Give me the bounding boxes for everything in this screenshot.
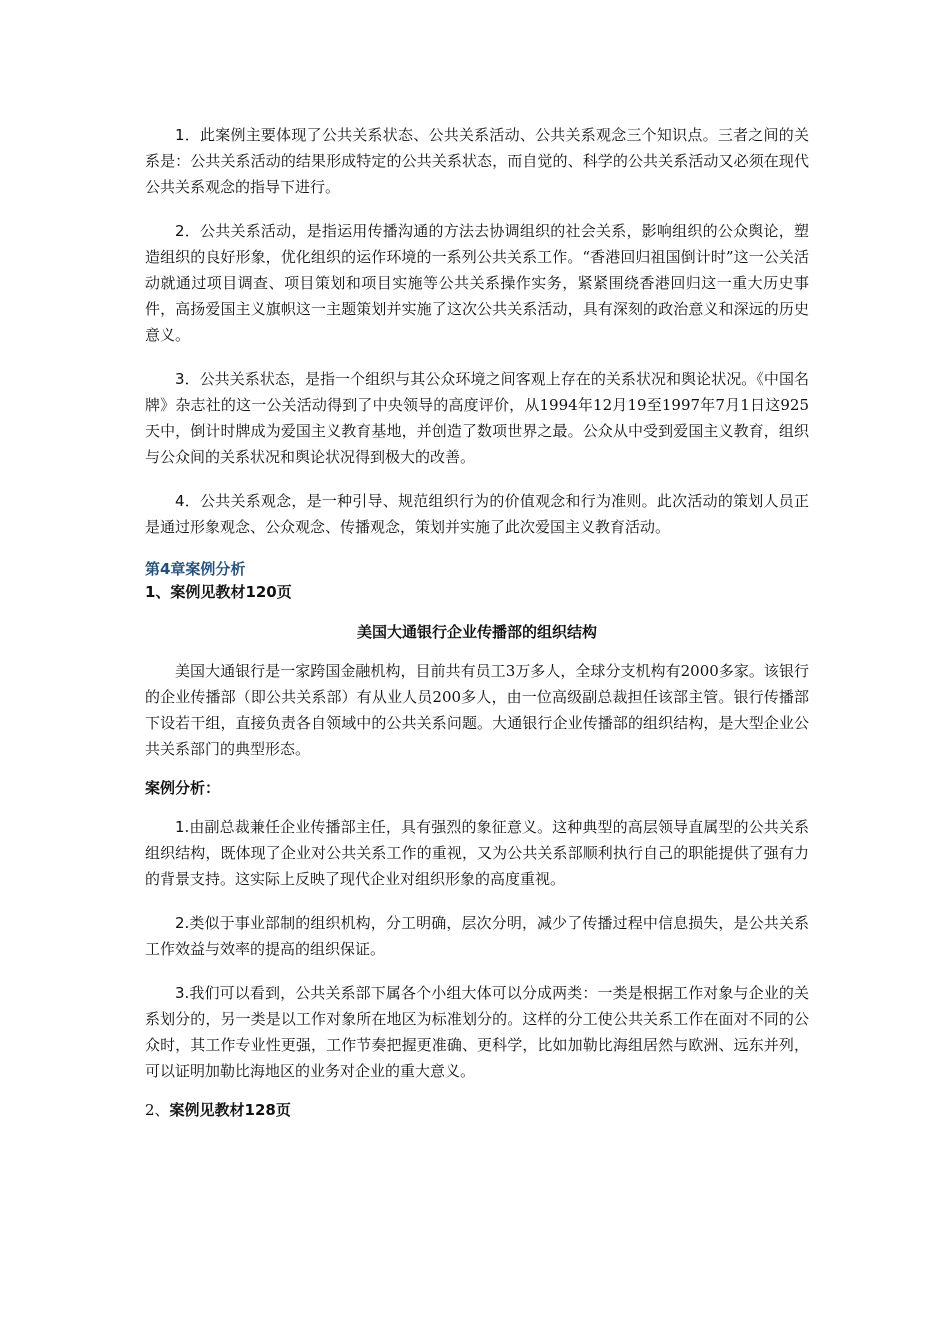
point-3-text: ．公共关系状态，是指一个组织与其公众环境之间客观上存在的关系状况和舆论状况。《中国名牌》杂志社的这一公关活动得到了中央领导的高度评价，从1994年12月19至1997年7月1日这925天中，倒计时牌成为爱国主义教育基地，并创造了数项世界之最。公众从中受到爱国主义教育，组织与公众间的关系状况和舆论状况得到极大的改善。 xyxy=(145,370,809,466)
point-4-number: 4 xyxy=(175,492,185,510)
analysis-label: 案例分析： xyxy=(145,779,221,797)
analysis-3-number: 3 xyxy=(175,984,185,1002)
point-2-paragraph xyxy=(145,218,809,348)
case-title: 美国大通银行企业传播部的组织结构 xyxy=(356,623,597,641)
point-3-paragraph xyxy=(145,366,809,470)
point-1-text: ．此案例主要体现了公共关系状态、公共关系活动、公共关系观念三个知识点。三者之间的关系是：公共关系活动的结果形成特定的公共关系状态，而自觉的、科学的公共关系活动又必须在现代公共关系观念的指导下进行。 xyxy=(145,126,809,196)
case-2-heading xyxy=(145,1098,809,1122)
point-2-text: ．公共关系活动，是指运用传播沟通的方法去协调组织的社会关系，影响组织的公众舆论，塑造组织的良好形象，优化组织的运作环境的一系列公共关系工作。“香港回归祖国倒计时”这一公关活动就通过项目调查、项目策划和项目实施等公共关系操作实务，紧紧围绕香港回归这一重大历史事件，高扬爱国主义旗帜这一主题策划并实施了这次公共关系活动，具有深刻的政治意义和深远的历史意义。 xyxy=(145,222,809,344)
analysis-3-paragraph xyxy=(145,980,809,1084)
point-4-paragraph xyxy=(145,488,809,540)
point-2-number: 2 xyxy=(175,222,185,240)
case-2-prefix: 2、 xyxy=(145,1101,170,1119)
analysis-1-number: 1 xyxy=(175,818,185,836)
point-4-text: ．公共关系观念，是一种引导、规范组织行为的价值观念和行为准则。此次活动的策划人员正是通过形象观念、公众观念、传播观念，策划并实施了此次爱国主义教育活动。 xyxy=(145,492,809,536)
chapter-heading: 第4章案例分析 xyxy=(145,560,246,578)
point-1-paragraph xyxy=(145,122,809,200)
analysis-2-number: 2 xyxy=(175,914,185,932)
case-2-reference: 案例见教材128页 xyxy=(169,1101,291,1119)
analysis-1-paragraph xyxy=(145,814,809,892)
case-1-heading: 1、案例见教材120页 xyxy=(145,583,292,601)
analysis-2-paragraph xyxy=(145,910,809,962)
analysis-1-text: .由副总裁兼任企业传播部主任，具有强烈的象征意义。这种典型的高层领导直属型的公共关系组织结构，既体现了企业对公共关系工作的重视，又为公共关系部顺利执行自己的职能提供了强有力的背景支持。这实际上反映了现代企业对组织形象的高度重视。 xyxy=(145,818,809,888)
case-body-paragraph: 美国大通银行是一家跨国金融机构，目前共有员工3万多人，全球分支机构有2000多家。该银行的企业传播部（即公共关系部）有从业人员200多人，由一位高级副总裁担任该部主管。银行传播部下设若干组，直接负责各自领域中的公共关系问题。大通银行企业传播部的组织结构，是大型企业公共关系部门的典型形态。 xyxy=(145,662,809,758)
document-body xyxy=(145,122,809,1122)
point-3-number: 3 xyxy=(175,370,185,388)
analysis-3-text: .我们可以看到，公共关系部下属各个小组大体可以分成两类：一类是根据工作对象与企业的关系划分的，另一类是以工作对象所在地区为标准划分的。这样的分工使公共关系工作在面对不同的公众时，其工作专业性更强，工作节奏把握更准确、更科学，比如加勒比海组居然与欧洲、远东并列，可以证明加勒比海地区的业务对企业的重大意义。 xyxy=(145,984,809,1080)
point-1-number: 1 xyxy=(175,126,185,144)
analysis-2-text: .类似于事业部制的组织机构，分工明确，层次分明，减少了传播过程中信息损失，是公共关系工作效益与效率的提高的组织保证。 xyxy=(145,914,809,958)
